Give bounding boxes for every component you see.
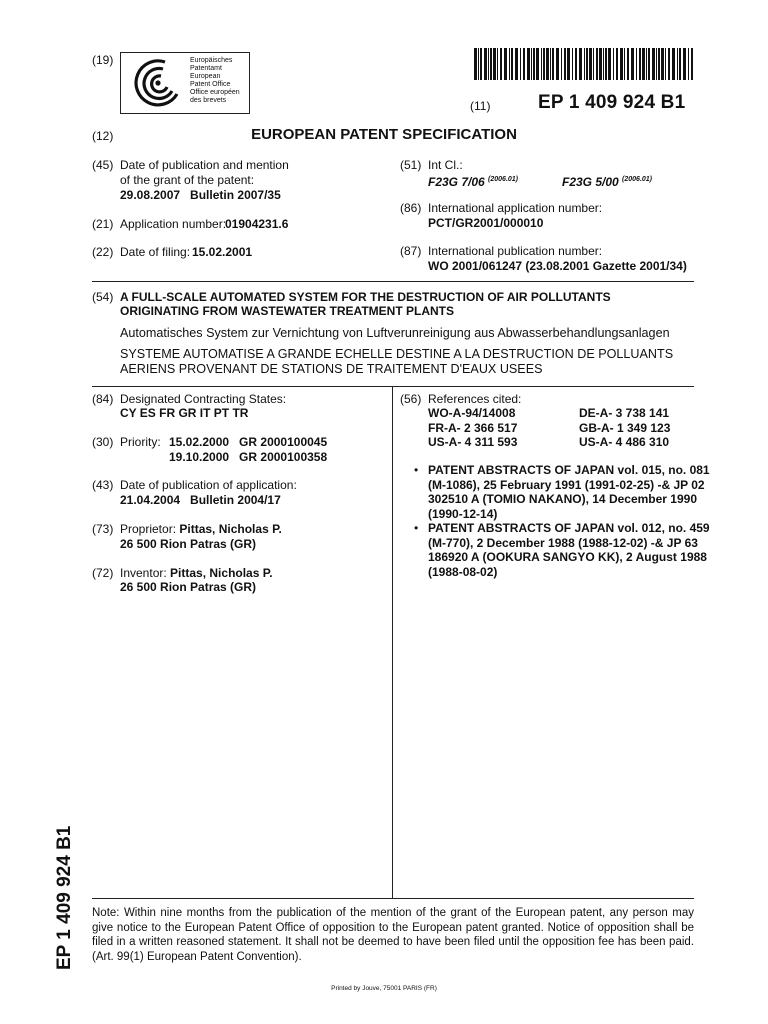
priority-label: Priority:: [120, 435, 161, 449]
inid-51: (51): [400, 158, 422, 172]
inid-56: (56): [400, 392, 422, 406]
barcode-bar: [636, 48, 637, 80]
references-label: References cited:: [428, 392, 522, 406]
application-publication-label: Date of publication of application:: [120, 478, 297, 492]
intl-publication-label: International publication number:: [428, 244, 603, 258]
barcode-bar: [515, 48, 518, 80]
filing-date-label: Date of filing:: [120, 245, 191, 259]
table-row: US-A- 4 311 593 US-A- 4 486 310: [428, 435, 670, 449]
barcode-bar: [527, 48, 530, 80]
barcode-bar: [624, 48, 625, 80]
priority-2: 19.10.2000 GR 2000100358: [169, 450, 328, 464]
printer-footer: Printed by Jouve, 75001 PARIS (FR): [331, 985, 437, 992]
barcode-bar: [691, 48, 693, 80]
inid-19: (19): [92, 53, 114, 67]
barcode-bar: [586, 48, 588, 80]
inventor: Inventor: Pittas, Nicholas P.: [120, 566, 273, 580]
barcode-bar: [613, 48, 614, 80]
barcode-bar: [556, 48, 559, 80]
barcode: [474, 48, 694, 80]
office-name: Europäisches Patentamt European Patent Office Office européen des brevets: [190, 57, 240, 104]
inid-12: (12): [92, 129, 114, 143]
barcode-bar: [536, 48, 539, 80]
barcode-bar: [500, 48, 502, 80]
barcode-bar: [488, 48, 489, 80]
barcode-bar: [639, 48, 641, 80]
ipc-class-2: F23G 5/00 $^{(2006.01)}$: [562, 175, 653, 189]
barcode-bar: [509, 48, 510, 80]
inid-86: (86): [400, 201, 422, 215]
table-row: WO-A-94/14008 DE-A- 3 738 141: [428, 406, 670, 420]
barcode-bar: [541, 48, 542, 80]
inid-30: (30): [92, 435, 114, 449]
barcode-bar: [665, 48, 666, 80]
bullet-1: •: [414, 463, 419, 477]
inid-73: (73): [92, 522, 114, 536]
publication-number: EP 1 409 924 B1: [538, 92, 686, 113]
barcode-bar: [620, 48, 623, 80]
barcode-bar: [605, 48, 607, 80]
application-number-label: Application number:: [120, 217, 227, 231]
barcode-bar: [599, 48, 602, 80]
barcode-bar: [656, 48, 657, 80]
application-publication-value: 21.04.2004 Bulletin 2004/17: [120, 493, 281, 507]
column-divider: [392, 386, 393, 898]
barcode-bar: [511, 48, 513, 80]
barcode-bar: [579, 48, 582, 80]
grant-date-label-1: Date of publication and mention: [120, 158, 289, 172]
inid-54: (54): [92, 290, 114, 304]
epo-logo-icon: [127, 54, 189, 112]
inid-43: (43): [92, 478, 114, 492]
barcode-bar: [603, 48, 604, 80]
inid-87: (87): [400, 244, 422, 258]
int-cl-label: Int Cl.:: [428, 158, 463, 172]
title-de: Automatisches System zur Vernichtung von Luftverunreinigung aus Abwasserbehandlungsanlagen: [120, 326, 670, 340]
barcode-bar: [658, 48, 660, 80]
document-type: EUROPEAN PATENT SPECIFICATION: [251, 126, 517, 143]
inventor-address: 26 500 Rion Patras (GR): [120, 580, 257, 594]
barcode-bar: [677, 48, 678, 80]
barcode-bar: [561, 48, 562, 80]
title-fr-2: AERIENS PROVENANT DE STATIONS DE TRAITEMENT D'EAUX USEES: [120, 362, 543, 376]
intl-publication-value: WO 2001/061247 (23.08.2001 Gazette 2001/34): [428, 259, 687, 273]
filing-date-value: 15.02.2001: [192, 245, 253, 259]
opposition-note: Note: Within nine months from the publication of the mention of the grant of the European patent, any person may give notice to the European Patent Office of opposition to the European patent granted. Notice of opposition shall be filed in a written reasoned statement. It shall not be deemed to have been filed until the opposition fee has been paid. (Art. 99(1) European Patent Convention).: [92, 907, 694, 963]
barcode-bar: [575, 48, 577, 80]
title-en-2: ORIGINATING FROM WASTEWATER TREATMENT PLANTS: [120, 304, 454, 318]
barcode-bar: [616, 48, 618, 80]
proprietor: Proprietor: Pittas, Nicholas P.: [120, 522, 282, 536]
inid-21: (21): [92, 217, 114, 231]
inid-22: (22): [92, 245, 114, 259]
intl-application-value: PCT/GR2001/000010: [428, 216, 544, 230]
barcode-bar: [478, 48, 479, 80]
barcode-bar: [672, 48, 675, 80]
inid-45: (45): [92, 158, 114, 172]
barcode-bar: [484, 48, 487, 80]
barcode-bar: [493, 48, 496, 80]
barcode-bar: [661, 48, 664, 80]
application-number-value: 01904231.6: [225, 217, 289, 231]
barcode-bar: [668, 48, 670, 80]
divider-top: [92, 281, 694, 282]
barcode-bar: [564, 48, 566, 80]
barcode-bar: [648, 48, 650, 80]
proprietor-address: 26 500 Rion Patras (GR): [120, 537, 257, 551]
barcode-bar: [567, 48, 570, 80]
grant-date-label-2: of the grant of the patent:: [120, 173, 255, 187]
barcode-bar: [596, 48, 598, 80]
barcode-bar: [593, 48, 594, 80]
divider-middle: [92, 386, 694, 387]
barcode-bar: [584, 48, 585, 80]
barcode-bar: [642, 48, 645, 80]
barcode-bar: [688, 48, 689, 80]
table-row: FR-A- 2 366 517 GB-A- 1 349 123: [428, 420, 671, 435]
inid-72: (72): [92, 566, 114, 580]
designated-states-value: CY ES FR GR IT PT TR: [120, 406, 249, 420]
barcode-bar: [546, 48, 549, 80]
npl-reference-2: PATENT ABSTRACTS OF JAPAN vol. 012, no. 459 (M-770), 2 December 1988 (1988-12-02) -& JP 63 186920 A (OOKURA SANGYO KK), 2 August 1988 (1988-08-02): [428, 521, 710, 579]
title-fr-1: SYSTEME AUTOMATISE A GRANDE ECHELLE DESTINE A LA DESTRUCTION DE POLLUANTS: [120, 347, 674, 361]
intl-application-label: International application number:: [428, 201, 603, 215]
ipc-class-1: F23G 7/06 $^{(2006.01)}$: [428, 175, 519, 189]
barcode-bar: [504, 48, 507, 80]
barcode-bar: [531, 48, 532, 80]
title-en-1: A FULL-SCALE AUTOMATED SYSTEM FOR THE DESTRUCTION OF AIR POLLUTANTS: [120, 290, 611, 304]
barcode-bar: [683, 48, 686, 80]
barcode-bar: [497, 48, 498, 80]
bullet-2: •: [414, 521, 419, 535]
barcode-bar: [474, 48, 477, 80]
barcode-bar: [589, 48, 592, 80]
barcode-bar: [646, 48, 647, 80]
barcode-bar: [480, 48, 482, 80]
barcode-bar: [490, 48, 492, 80]
side-publication-number: EP 1 409 924 B1: [54, 825, 75, 970]
barcode-bar: [608, 48, 611, 80]
divider-bottom: [92, 898, 694, 899]
barcode-bar: [572, 48, 573, 80]
barcode-bar: [533, 48, 535, 80]
barcode-bar: [627, 48, 629, 80]
inid-84: (84): [92, 392, 114, 406]
barcode-bar: [552, 48, 554, 80]
patent-references-table: [428, 406, 670, 450]
npl-reference-1: PATENT ABSTRACTS OF JAPAN vol. 015, no. 081 (M-1086), 25 February 1991 (1991-02-25) -& JP 02 302510 A (TOMIO NAKANO), 14 December 1990 (1990-12-14): [428, 463, 710, 521]
barcode-bar: [631, 48, 634, 80]
inid-11: (11): [470, 99, 491, 113]
grant-date-value: 29.08.2007 Bulletin 2007/35: [120, 188, 281, 202]
barcode-bar: [520, 48, 521, 80]
barcode-bar: [679, 48, 681, 80]
barcode-bar: [652, 48, 655, 80]
barcode-bar: [523, 48, 525, 80]
designated-states-label: Designated Contracting States:: [120, 392, 287, 406]
barcode-bar: [543, 48, 545, 80]
barcode-bar: [550, 48, 551, 80]
priority-1: 15.02.2000 GR 2000100045: [169, 435, 328, 449]
